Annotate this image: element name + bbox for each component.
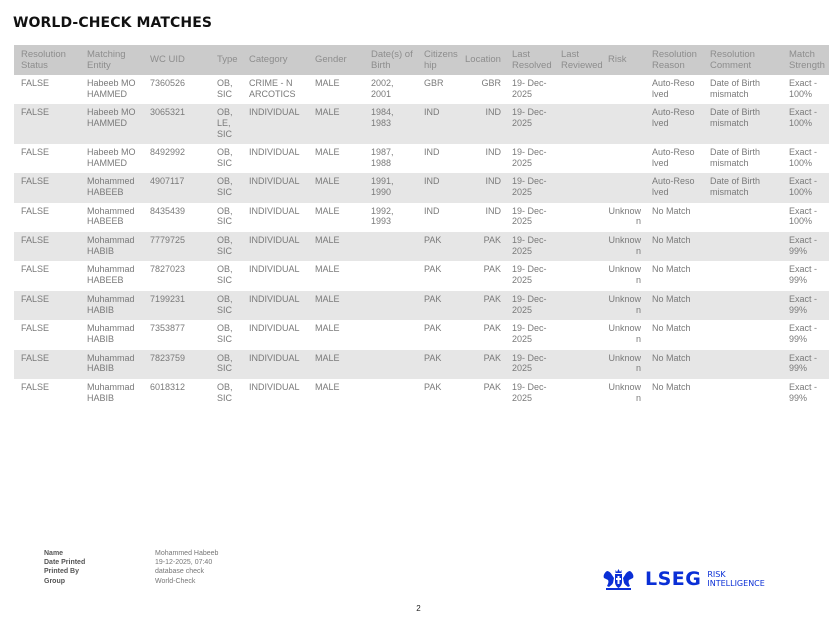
header-category: Category xyxy=(242,45,308,75)
header-last-resolved: Last Resolved xyxy=(505,45,554,75)
cell-matching-entity: Muhammad HABIB xyxy=(80,350,143,379)
cell-match-strength: Exact - 99% xyxy=(782,291,829,320)
cell-last-resolved: 19- Dec-2025 xyxy=(512,146,547,168)
cell-category: INDIVIDUAL xyxy=(249,381,300,392)
table-header-row xyxy=(14,45,829,75)
cell-location: PAK xyxy=(458,232,505,261)
table-row xyxy=(14,261,829,290)
cell-dates-of-birth xyxy=(364,261,417,290)
cell-matching-entity: Muhammad HABIB xyxy=(87,381,135,403)
cell-location: IND xyxy=(458,104,505,143)
risk-intelligence-tagline xyxy=(707,570,764,588)
print-metadata xyxy=(44,549,218,586)
cell-location: PAK xyxy=(483,381,501,392)
cell-risk xyxy=(601,104,645,143)
cell-citizenship: PAK xyxy=(417,232,458,261)
cell-matching-entity: Habeeb MO HAMMED xyxy=(87,146,136,168)
cell-resolution-reason: No Match xyxy=(652,264,691,275)
cell-last-reviewed xyxy=(554,320,601,349)
cell-resolution-reason: No Match xyxy=(652,323,691,334)
cell-wc-uid: 6018312 xyxy=(150,381,186,392)
cell-last-reviewed xyxy=(554,291,601,320)
cell-last-resolved: 19- Dec-2025 xyxy=(505,173,554,202)
cell-last-resolved: 19- Dec-2025 xyxy=(512,205,547,227)
cell-match-strength: Exact - 100% xyxy=(789,78,818,99)
cell-last-resolved: 19- Dec-2025 xyxy=(505,350,554,379)
table-row xyxy=(14,232,829,261)
cell-type: OB, SIC xyxy=(217,205,233,227)
header-type: Type xyxy=(210,45,242,75)
cell-type: OB, SIC xyxy=(210,350,242,379)
cell-gender: MALE xyxy=(308,350,364,379)
cell-category: INDIVIDUAL xyxy=(249,323,300,334)
cell-wc-uid: 7823759 xyxy=(143,350,210,379)
cell-resolution-comment xyxy=(703,320,782,349)
cell-matching-entity: Mohammad HABIB xyxy=(80,232,143,261)
meta-value: database check xyxy=(155,568,205,576)
cell-gender: MALE xyxy=(315,78,340,88)
cell-wc-uid: 7360526 xyxy=(150,78,186,88)
cell-last-reviewed xyxy=(554,144,601,173)
cell-last-reviewed xyxy=(554,173,601,202)
cell-resolution-reason: Auto-Reso lved xyxy=(652,78,695,99)
cell-category: INDIVIDUAL xyxy=(242,350,308,379)
header-citizenship: Citizens hip xyxy=(417,45,458,75)
cell-category: INDIVIDUAL xyxy=(249,146,300,157)
cell-last-reviewed xyxy=(554,75,601,104)
meta-value: Mohammed Habeeb xyxy=(155,550,219,557)
cell-match-strength: Exact - 99% xyxy=(789,381,818,403)
cell-match-strength: Exact - 99% xyxy=(789,264,818,286)
cell-risk: Unknown xyxy=(601,232,645,261)
cell-matching-entity: Mohammed HABEEB xyxy=(87,205,135,227)
table-row xyxy=(14,291,829,320)
meta-value: World-Check xyxy=(155,577,196,585)
cell-type: OB, SIC xyxy=(217,264,233,286)
cell-citizenship: GBR xyxy=(424,78,444,88)
meta-row-date-printed xyxy=(44,558,218,567)
cell-category: INDIVIDUAL xyxy=(242,104,308,143)
cell-gender: MALE xyxy=(308,104,364,143)
tagline-line: RISK xyxy=(707,570,726,579)
cell-citizenship: PAK xyxy=(417,291,458,320)
cell-gender: MALE xyxy=(308,173,364,202)
meta-row-printed-by xyxy=(44,567,218,576)
cell-resolution-status: FALSE xyxy=(14,104,80,143)
cell-resolution-comment xyxy=(703,232,782,261)
meta-row-name xyxy=(44,549,218,558)
cell-type: OB, LE, SIC xyxy=(210,104,242,143)
cell-matching-entity: Habeeb MO HAMMED xyxy=(87,78,136,99)
meta-row-group xyxy=(44,577,218,586)
cell-resolution-status: FALSE xyxy=(21,146,50,157)
cell-type: OB, SIC xyxy=(217,78,233,99)
header-location: Location xyxy=(458,45,505,75)
cell-match-strength: Exact - 99% xyxy=(782,232,829,261)
cell-wc-uid: 7199231 xyxy=(143,291,210,320)
cell-citizenship: PAK xyxy=(424,381,442,392)
cell-risk: Unknown xyxy=(608,205,641,227)
cell-category: CRIME - N ARCOTICS xyxy=(249,78,296,99)
cell-matching-entity: Muhammad HABIB xyxy=(87,323,135,344)
cell-resolution-reason: Auto-Reso lved xyxy=(645,173,703,202)
cell-resolution-status: FALSE xyxy=(21,264,50,275)
cell-resolution-status: FALSE xyxy=(14,232,80,261)
cell-resolution-comment: Date of Birth mismatch xyxy=(710,78,761,99)
cell-type: OB, SIC xyxy=(210,232,242,261)
cell-match-strength: Exact - 100% xyxy=(789,146,818,168)
page-number: 2 xyxy=(416,604,421,613)
header-resolution-comment: Resolution Comment xyxy=(703,45,782,75)
cell-last-resolved: 19- Dec-2025 xyxy=(512,264,547,286)
header-last-reviewed: Last Reviewed xyxy=(554,45,601,75)
cell-dates-of-birth: 1991, 1990 xyxy=(364,173,417,202)
cell-dates-of-birth: 2002, 2001 xyxy=(371,78,394,99)
cell-dates-of-birth: 1984, 1983 xyxy=(364,104,417,143)
tagline-line: INTELLIGENCE xyxy=(707,579,765,588)
cell-gender: MALE xyxy=(315,264,340,275)
cell-gender: MALE xyxy=(308,291,364,320)
cell-dates-of-birth xyxy=(364,379,417,408)
cell-last-resolved: 19- Dec-2025 xyxy=(505,104,554,143)
cell-location: PAK xyxy=(458,291,505,320)
table-row xyxy=(14,320,829,349)
cell-category: INDIVIDUAL xyxy=(242,291,308,320)
cell-last-resolved: 19- Dec-2025 xyxy=(505,291,554,320)
header-matching-entity: Matching Entity xyxy=(80,45,143,75)
cell-last-reviewed xyxy=(554,379,601,408)
cell-last-reviewed xyxy=(554,203,601,232)
cell-risk xyxy=(601,173,645,202)
header-gender: Gender xyxy=(308,45,364,75)
cell-resolution-status: FALSE xyxy=(21,323,50,334)
cell-category: INDIVIDUAL xyxy=(249,264,300,275)
cell-match-strength: Exact - 99% xyxy=(789,323,818,344)
cell-resolution-reason: No Match xyxy=(652,381,691,392)
cell-last-reviewed xyxy=(554,350,601,379)
cell-type: OB, SIC xyxy=(210,291,242,320)
cell-gender: MALE xyxy=(308,232,364,261)
cell-last-reviewed xyxy=(554,232,601,261)
cell-last-resolved: 19- Dec-2025 xyxy=(505,232,554,261)
cell-last-reviewed xyxy=(554,261,601,290)
cell-gender: MALE xyxy=(315,205,340,216)
cell-resolution-reason: Auto-Reso lved xyxy=(645,104,703,143)
cell-resolution-comment xyxy=(703,261,782,290)
cell-category: INDIVIDUAL xyxy=(242,173,308,202)
table-row xyxy=(14,203,829,232)
cell-resolution-reason: No Match xyxy=(645,291,703,320)
cell-resolution-reason: No Match xyxy=(645,232,703,261)
cell-wc-uid: 8435439 xyxy=(150,205,186,216)
cell-resolution-comment: Date of Birth mismatch xyxy=(710,146,761,168)
cell-last-reviewed xyxy=(554,104,601,143)
cell-resolution-reason: No Match xyxy=(645,350,703,379)
cell-dates-of-birth: 1987, 1988 xyxy=(371,146,394,168)
cell-citizenship: PAK xyxy=(424,323,442,334)
meta-label: Date Printed xyxy=(44,559,86,567)
header-risk: Risk xyxy=(601,45,645,75)
meta-value: 19-12-2025, 07:40 xyxy=(155,559,213,567)
cell-resolution-reason: Auto-Reso lved xyxy=(652,146,695,168)
cell-wc-uid: 7779725 xyxy=(143,232,210,261)
cell-resolution-status: FALSE xyxy=(21,78,50,88)
header-dates-of-birth: Date(s) of Birth xyxy=(364,45,417,75)
cell-matching-entity: Muhammad HABIB xyxy=(80,291,143,320)
table-row xyxy=(14,350,829,379)
cell-risk xyxy=(601,75,645,104)
cell-matching-entity: Mohammed HABEEB xyxy=(80,173,143,202)
cell-match-strength: Exact - 99% xyxy=(782,350,829,379)
cell-location: IND xyxy=(485,205,501,216)
cell-gender: MALE xyxy=(315,381,340,392)
header-match-strength: Match Strength xyxy=(782,45,829,75)
cell-citizenship: PAK xyxy=(417,350,458,379)
cell-resolution-comment xyxy=(703,350,782,379)
cell-type: OB, SIC xyxy=(217,146,233,168)
cell-type: OB, SIC xyxy=(217,323,233,344)
cell-wc-uid: 7827023 xyxy=(150,264,186,275)
cell-resolution-status: FALSE xyxy=(14,291,80,320)
page-title: WORLD-CHECK MATCHES xyxy=(13,15,213,31)
cell-wc-uid: 7353877 xyxy=(150,323,186,334)
cell-gender: MALE xyxy=(315,146,340,157)
cell-citizenship: IND xyxy=(417,104,458,143)
table-row xyxy=(14,104,829,143)
header-resolution-status: Resolution Status xyxy=(14,45,80,75)
cell-match-strength: Exact - 100% xyxy=(782,173,829,202)
cell-location: PAK xyxy=(483,264,501,275)
cell-risk: Unknown xyxy=(608,381,641,403)
cell-risk: Unknown xyxy=(608,323,641,344)
cell-dates-of-birth xyxy=(364,320,417,349)
cell-location: GBR xyxy=(481,78,501,88)
lseg-wordmark: LSEG xyxy=(645,568,702,590)
cell-dates-of-birth: 1992, 1993 xyxy=(371,205,394,227)
cell-risk: Unknown xyxy=(601,350,645,379)
table-row xyxy=(14,173,829,202)
cell-location: PAK xyxy=(458,350,505,379)
cell-risk: Unknown xyxy=(608,264,641,286)
header-resolution-reason: Resolution Reason xyxy=(645,45,703,75)
cell-location: IND xyxy=(485,146,501,157)
cell-wc-uid: 3065321 xyxy=(143,104,210,143)
cell-wc-uid: 8492992 xyxy=(150,146,186,157)
meta-label: Printed By xyxy=(44,568,80,576)
cell-last-resolved: 19- Dec-2025 xyxy=(512,381,547,403)
cell-resolution-comment: Date of Birth mismatch xyxy=(703,104,782,143)
cell-citizenship: IND xyxy=(417,173,458,202)
cell-type: OB, SIC xyxy=(217,381,233,403)
cell-dates-of-birth xyxy=(364,350,417,379)
cell-citizenship: IND xyxy=(424,146,440,157)
meta-label: Name xyxy=(44,550,64,557)
lseg-logo xyxy=(598,566,765,592)
cell-resolution-status: FALSE xyxy=(21,381,50,392)
cell-type: OB, SIC xyxy=(210,173,242,202)
meta-label: Group xyxy=(44,577,65,585)
cell-last-resolved: 19- Dec-2025 xyxy=(512,78,547,99)
world-check-matches-table xyxy=(14,45,829,408)
cell-location: IND xyxy=(458,173,505,202)
cell-dates-of-birth xyxy=(364,291,417,320)
header-wc-uid: WC UID xyxy=(143,45,210,75)
cell-category: INDIVIDUAL xyxy=(242,232,308,261)
cell-matching-entity: Muhammad HABEEB xyxy=(87,264,135,286)
cell-last-resolved: 19- Dec-2025 xyxy=(512,323,547,344)
cell-resolution-comment xyxy=(703,291,782,320)
table-row xyxy=(14,75,829,104)
cell-dates-of-birth xyxy=(364,232,417,261)
cell-resolution-reason: No Match xyxy=(652,205,691,216)
cell-resolution-status: FALSE xyxy=(14,173,80,202)
cell-resolution-comment xyxy=(703,379,782,408)
cell-wc-uid: 4907117 xyxy=(143,173,210,202)
cell-citizenship: PAK xyxy=(424,264,442,275)
cell-resolution-status: FALSE xyxy=(14,350,80,379)
cell-citizenship: IND xyxy=(424,205,440,216)
cell-resolution-comment xyxy=(703,203,782,232)
cell-location: PAK xyxy=(483,323,501,334)
cell-risk: Unknown xyxy=(601,291,645,320)
cell-category: INDIVIDUAL xyxy=(249,205,300,216)
table-row xyxy=(14,379,829,408)
cell-risk xyxy=(601,144,645,173)
cell-matching-entity: Habeeb MO HAMMED xyxy=(80,104,143,143)
cell-match-strength: Exact - 100% xyxy=(789,205,818,227)
table-row xyxy=(14,144,829,173)
crest-icon xyxy=(598,566,639,592)
cell-match-strength: Exact - 100% xyxy=(782,104,829,143)
cell-gender: MALE xyxy=(315,323,340,334)
cell-resolution-comment: Date of Birth mismatch xyxy=(703,173,782,202)
cell-resolution-status: FALSE xyxy=(21,205,50,216)
